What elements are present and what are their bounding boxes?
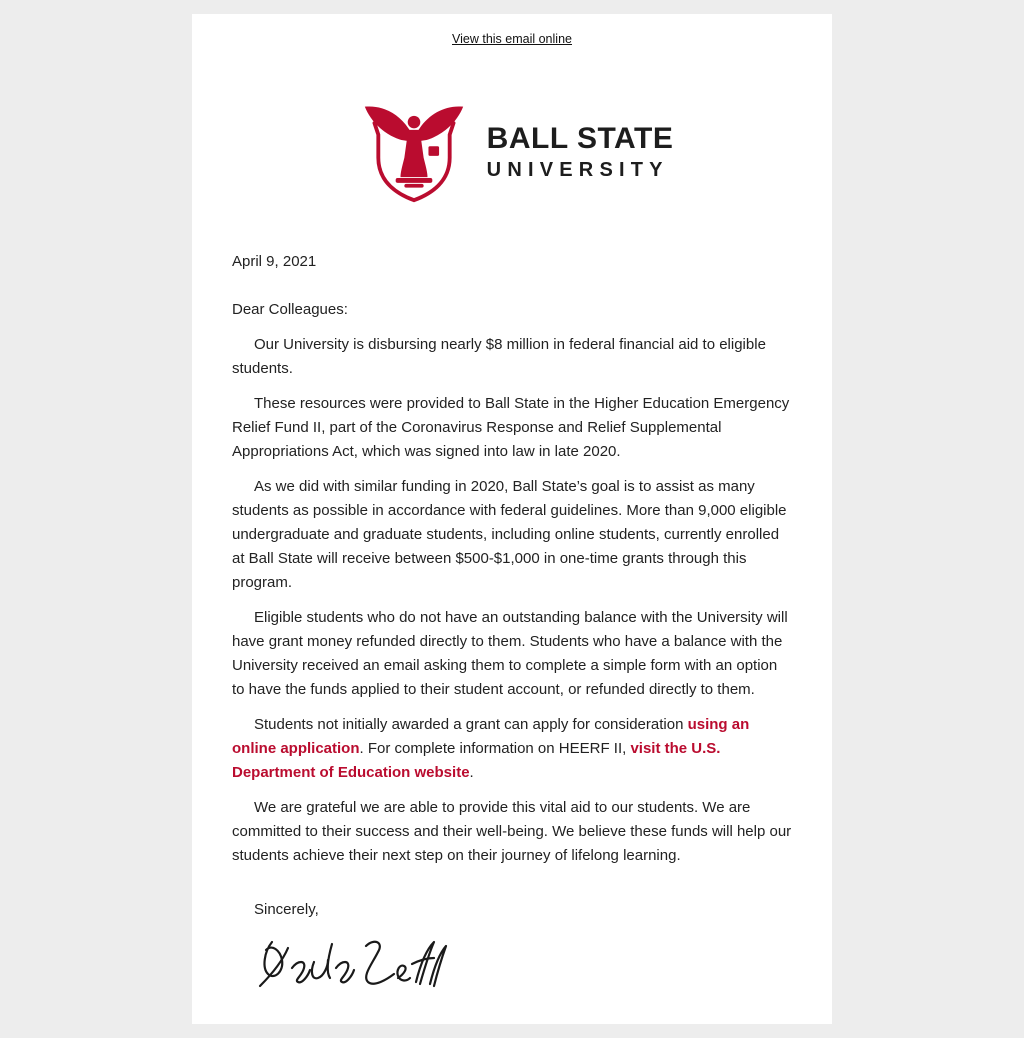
salutation: Dear Colleagues:	[232, 301, 348, 318]
paragraph-5-text-1: Students not initially awarded a grant can apply for consideration	[254, 716, 688, 733]
paragraph-2: These resources were provided to Ball State in the Higher Education Emergency Relief Fund II, part of the Coronavirus Response and Relief Supplemental Appropriations Act, which was signed into law in late 2020.	[232, 395, 790, 460]
paragraph-3: As we did with similar funding in 2020, Ball State’s goal is to assist as many students as possible in accordance with federal guidelines. More than 9,000 eligible undergraduate and graduate students, including online students, currently enrolled at Ball State will receive between $500-$1,000 in one-time grants through this program.	[232, 478, 787, 591]
email-card	[192, 14, 832, 1024]
signature-handwriting	[258, 934, 792, 1004]
logo-text-ball-state: BALL STATE	[486, 122, 674, 155]
paragraph-1: Our University is disbursing nearly $8 million in federal financial aid to eligible students.	[232, 336, 766, 377]
letter-body	[232, 250, 792, 1004]
closing-sincerely: Sincerely,	[254, 901, 319, 918]
paragraph-5-text-3: .	[469, 764, 474, 781]
page-background	[0, 14, 1024, 1038]
paragraph-5-text-2: . For complete information on HEERF II,	[359, 740, 631, 757]
paragraph-4: Eligible students who do not have an outstanding balance with the University will have grant money refunded directly to them. Students who have a balance with the University received an email asking them to complete a simple form with an option to have the funds applied to their student account, or refunded directly to them.	[232, 609, 788, 698]
logo-wordmark	[487, 122, 674, 182]
online-application-link[interactable]: using an online application	[232, 716, 750, 757]
doe-website-link[interactable]: visit the U.S. Department of Education website	[232, 740, 721, 781]
paragraph-6: We are grateful we are able to provide this vital aid to our students. We are committed to their success and their well-being. We believe these funds will help our students achieve their next step on their journey of lifelong learning.	[232, 799, 792, 864]
logo-text-university: UNIVERSITY	[486, 159, 669, 181]
beneficence-emblem-icon	[351, 98, 477, 206]
email-date: April 9, 2021	[232, 253, 317, 270]
ball-state-logo	[232, 98, 792, 206]
view-online-link[interactable]: View this email online	[452, 32, 572, 46]
view-online-row	[232, 30, 792, 48]
paragraph-5-with-links	[232, 713, 792, 785]
